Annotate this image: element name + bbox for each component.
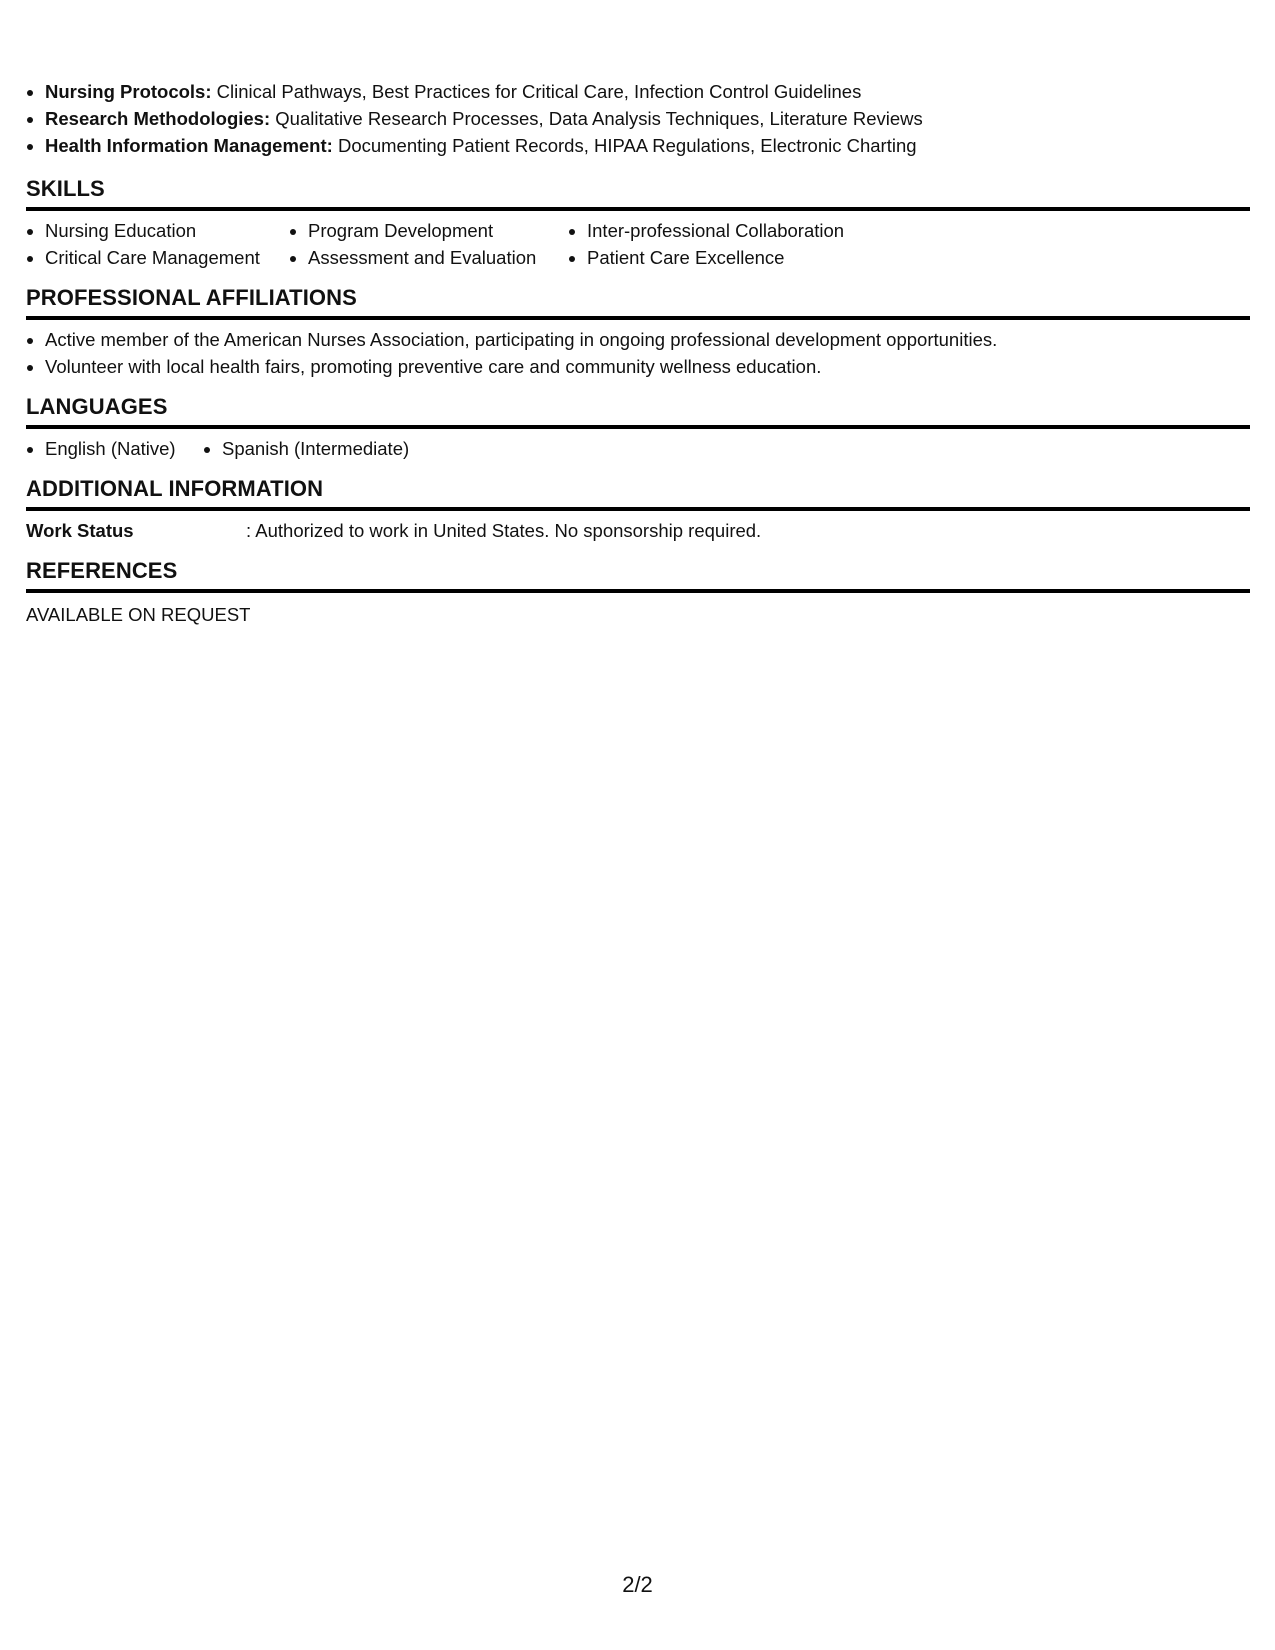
language-item: • English (Native): [45, 435, 203, 462]
knowledge-item: [45, 78, 1250, 105]
skill-item: • Critical Care Management: [45, 244, 289, 271]
skills-heading: SKILLS: [26, 176, 1250, 211]
work-status-row: [26, 517, 1250, 544]
skill-item: • Inter-professional Collaboration: [587, 217, 907, 244]
knowledge-text: Clinical Pathways, Best Practices for Critical Care, Infection Control Guidelines: [211, 81, 862, 102]
affiliations-list: [26, 326, 1250, 380]
skills-column: [26, 217, 289, 271]
skill-item: • Nursing Education: [45, 217, 289, 244]
affiliations-section: [26, 285, 1250, 380]
knowledge-text: Documenting Patient Records, HIPAA Regulations, Electronic Charting: [332, 135, 917, 156]
work-status-label: Work Status: [26, 520, 134, 541]
additional-info-section: [26, 476, 1250, 544]
languages-heading: LANGUAGES: [26, 394, 1250, 429]
languages-section: [26, 394, 1250, 462]
references-heading: REFERENCES: [26, 558, 1250, 593]
skill-item: • Patient Care Excellence: [587, 244, 907, 271]
language-item: • Spanish (Intermediate): [222, 435, 409, 462]
references-text: AVAILABLE ON REQUEST: [26, 604, 251, 625]
knowledge-item: [45, 105, 1250, 132]
affiliation-item: • Active member of the American Nurses Association, participating in ongoing professional development opportunities.: [45, 326, 1250, 353]
knowledge-label: Research Methodologies:: [45, 108, 271, 129]
skills-column: [289, 217, 568, 271]
skill-item: • Assessment and Evaluation: [308, 244, 568, 271]
page-number: 2/2: [622, 1572, 653, 1597]
skills-column: [568, 217, 907, 271]
affiliation-item: • Volunteer with local health fairs, promoting preventive care and community wellness education.: [45, 353, 1250, 380]
knowledge-label: Health Information Management:: [45, 135, 333, 156]
knowledge-text: Qualitative Research Processes, Data Analysis Techniques, Literature Reviews: [270, 108, 923, 129]
knowledge-item: [45, 132, 1250, 159]
work-status-value: : Authorized to work in United States. No sponsorship required.: [246, 520, 762, 541]
language-column: [203, 435, 409, 462]
resume-page: [26, 78, 1250, 628]
skills-grid: [26, 217, 1250, 271]
affiliations-heading: PROFESSIONAL AFFILIATIONS: [26, 285, 1250, 320]
skills-section: [26, 176, 1250, 271]
language-column: [26, 435, 203, 462]
skill-item: • Program Development: [308, 217, 568, 244]
knowledge-list: [26, 78, 1250, 159]
references-section: [26, 558, 1250, 628]
knowledge-label: Nursing Protocols:: [45, 81, 212, 102]
additional-info-heading: ADDITIONAL INFORMATION: [26, 476, 1250, 511]
languages-list: [26, 435, 1250, 462]
